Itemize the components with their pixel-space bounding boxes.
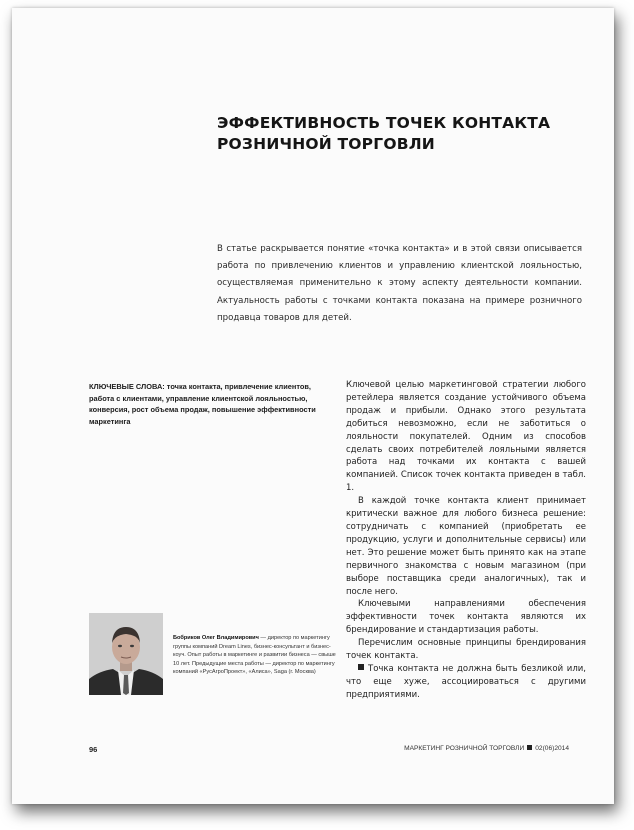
bullet-item	[346, 663, 586, 702]
body-paragraph-2: В каждой точке контакта клиент принимает критически важное для любого бизнеса решение: сотрудничать с компанией (приобретать ее продукцию, услуги и дополнительные сервисы) или нет. Это решение может быть принято как на этапе первичного знакомства с новым магазином (при выборе поставщика среди аналогичных), так и после него.	[346, 496, 586, 597]
author-portrait-image	[89, 613, 163, 695]
keywords: КЛЮЧЕВЫЕ СЛОВА: точка контакта, привлечение клиентов, работа с клиентами, управление клиентской лояльностью, конверсия, рост объема продаж, повышение эффективности маркетинга	[89, 382, 316, 426]
author-photo	[89, 613, 163, 695]
title-line-2: РОЗНИЧНОЙ ТОРГОВЛИ	[217, 135, 435, 153]
square-separator-icon	[527, 745, 532, 750]
magazine-page	[12, 8, 614, 804]
article-lead: В статье раскрывается понятие «точка контакта» и в этой связи описывается работа по привлечению клиентов и управлению клиентской лояльностью, осуществляемая применительно к этому аспекту деятельности компании. Актуальность работы с точками контакта показана на примере розничного продавца товаров для детей.	[217, 244, 582, 323]
author-bio	[173, 634, 338, 677]
title-line-1: ЭФФЕКТИВНОСТЬ ТОЧЕК КОНТАКТА	[217, 114, 551, 132]
issue-number: 02(06)2014	[535, 745, 569, 752]
square-bullet-icon	[358, 664, 364, 670]
article-body	[346, 379, 586, 702]
body-paragraph-1: Ключевой целью маркетинговой стратегии любого ретейлера является создание устойчивого объема продаж и прибыли. Однако этого результата добиться невозможно, если не заботиться о лояльности покупателей. Одним из способов сделать своих потребителей лояльными является работа над точками их контакта с вашей компанией. Список точек контакта приведен в табл. 1.	[346, 380, 586, 494]
author-description: — директор по маркетингу группы компаний Dream Lines, бизнес-консультант и бизнес-коуч. Опыт работы в маркетинге и развитии бизнеса — свыше 10 лет. Предыдущие места работы — директор по маркетингу компаний «РусАгроПроект», «Алиса», Saga (г. Москва)	[173, 635, 336, 676]
running-footer	[404, 745, 569, 752]
page-number: 96	[89, 745, 98, 754]
body-paragraph-4: Перечислим основные принципы брендирования точек контакта.	[346, 638, 586, 662]
bullet-text: Точка контакта не должна быть безликой или, что еще хуже, ассоциироваться с другими предприятиями.	[346, 663, 586, 700]
article-title	[217, 113, 577, 155]
body-paragraph-3: Ключевыми направлениями обеспечения эффективности точек контакта являются их брендирование и стандартизация работы.	[346, 599, 586, 636]
author-name: Бобриков Олег Владимирович	[173, 635, 259, 641]
journal-name: МАРКЕТИНГ РОЗНИЧНОЙ ТОРГОВЛИ	[404, 745, 525, 752]
